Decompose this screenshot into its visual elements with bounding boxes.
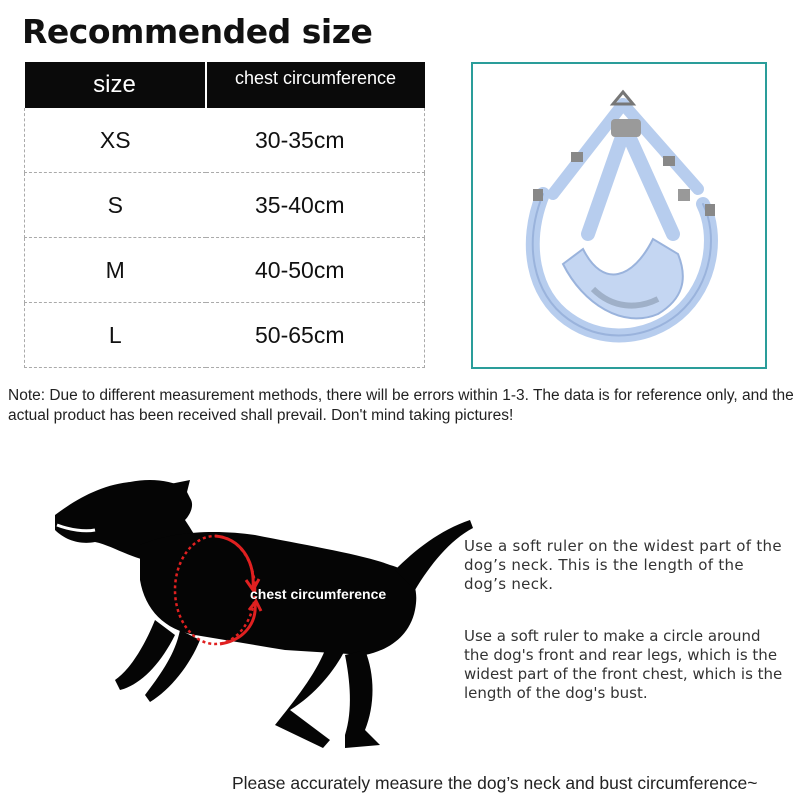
chest-cell: 35-40cm <box>206 173 425 238</box>
page-title: Recommended size <box>22 12 373 51</box>
bust-measure-text: Use a soft ruler to make a circle around the dog's front and rear legs, which is the widest part of the front chest, which is the length of the dog's bust. <box>464 627 783 702</box>
size-table <box>24 62 425 368</box>
size-cell: M <box>25 238 206 303</box>
table-row <box>25 238 425 303</box>
buckle-icon <box>611 119 641 137</box>
size-cell: XS <box>25 108 206 173</box>
measurement-note: Note: Due to different measurement methods, there will be errors within 1-3. The data is for reference only, and the actual product has been received shall prevail. Don't mind taking pictures! <box>8 387 794 424</box>
footer-instruction: Please accurately measure the dog’s neck and bust circumference~ <box>232 773 758 793</box>
table-header-size: size <box>25 62 206 108</box>
size-cell: S <box>25 173 206 238</box>
chest-circumference-label: chest circumference <box>250 586 387 602</box>
harness-product-image <box>471 62 767 369</box>
table-row <box>25 303 425 368</box>
table-header-chest: chest circumference <box>206 62 425 108</box>
table-row <box>25 173 425 238</box>
neck-measure-text: Use a soft ruler on the widest part of the dog’s neck. This is the length of the dog’s neck. <box>464 537 782 593</box>
chest-cell: 40-50cm <box>206 238 425 303</box>
dog-silhouette <box>45 470 485 760</box>
table-row <box>25 108 425 173</box>
chest-cell: 50-65cm <box>206 303 425 368</box>
chest-cell: 30-35cm <box>206 108 425 173</box>
table-header-row <box>25 62 425 108</box>
harness-illustration <box>473 64 765 367</box>
size-cell: L <box>25 303 206 368</box>
